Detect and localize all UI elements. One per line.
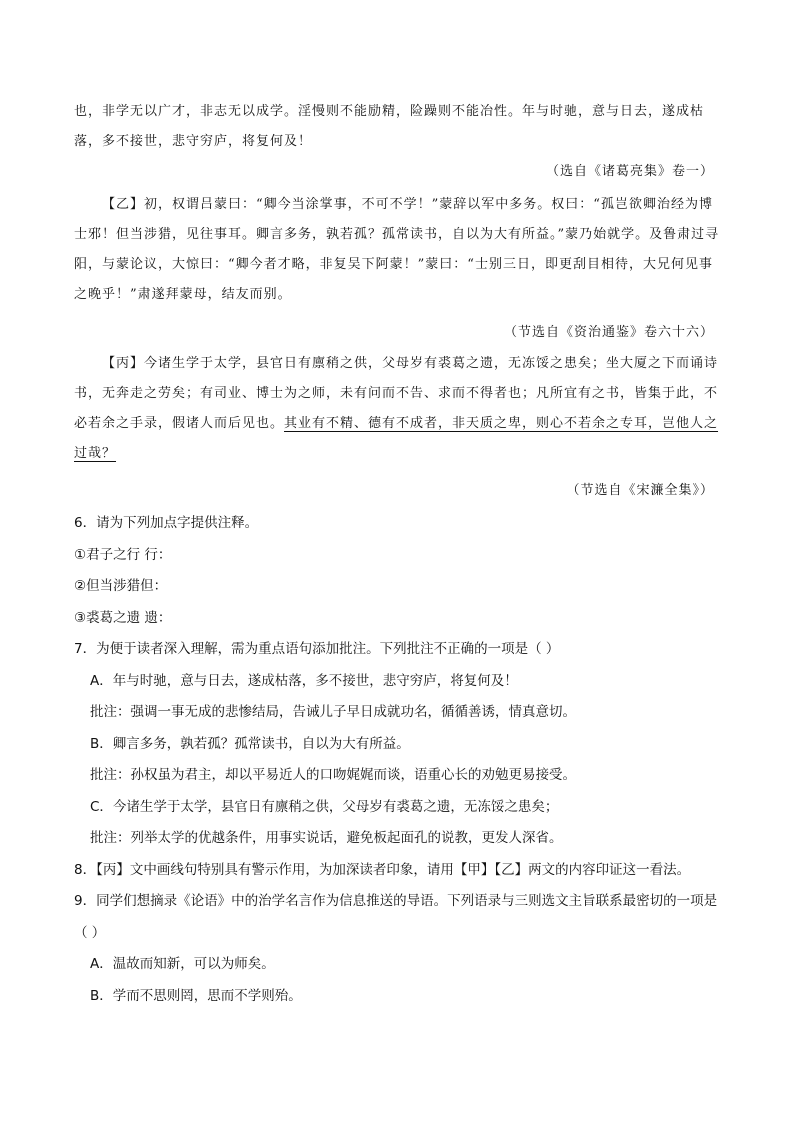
passage-jia-continuation: [74, 97, 724, 157]
question-7-option-c: C．今诸生学于太学，县官日有廪稍之供，父母岁有裘葛之遗，无冻馁之患矣；: [90, 798, 559, 815]
question-7-option-c-note: 批注：列举太学的优越条件，用事实说话，避免板起面孔的说教，更发人深省。: [90, 830, 563, 846]
questions-section: [74, 508, 724, 1012]
question-6-item-3: ③裘葛之遗 遗：: [74, 609, 172, 626]
passage-bing-text: 【丙】今诸生学于太学，县官日有廪稍之供，父母岁有裘葛之遗，无冻馁之患矣；坐大厦之下而诵诗书，无奔走之劳矣；有司业、博士为之师，未有问而不告、求而不得者也；凡所宜有之书，皆集于此，不必若余之手录，假诸人而后见也。: [74, 356, 719, 431]
question-7-stem: 7．为便于读者深入理解，需为重点语句添加批注。下列批注不正确的一项是（ ）: [74, 641, 560, 657]
question-7-option-b-note: 批注：孙权虽为君主，却以平易近人的口吻娓娓而谈，语重心长的劝勉更易接受。: [90, 767, 576, 783]
passage-bing-underlined-sentence: 其业有不精、德有不成者，非天质之卑，则心不若余之专耳，岂他人之过哉？: [74, 416, 719, 461]
source-bing: （节选自《宋濂全集》）: [566, 483, 714, 498]
question-7-option-b: B．卿言多务，孰若孤？孤常读书，自以为大有所益。: [90, 735, 410, 752]
question-9-option-a: A．温故而知新，可以为师矣。: [90, 956, 275, 972]
question-7-option-a: A．年与时驰，意与日去，遂成枯落，多不接世，悲守穷庐，将复何及！: [90, 672, 518, 689]
question-6-stem: 6．请为下列加点字提供注释。: [74, 515, 259, 531]
question-6-item-1: ①君子之行 行：: [74, 546, 172, 563]
question-9-option-b: B．学而不思则罔，思而不学则殆。: [90, 987, 302, 1004]
passage-yi: 【乙】初，权谓吕蒙曰：“卿今当涂掌事，不可不学！”蒙辞以军中多务。权曰：“孤岂欲卿治经为博士邪！但当涉猎，见往事耳。卿言多务，孰若孤？孤常读书，自以为大有所益。”蒙乃始就学。及鲁肃过寻阳，与蒙论议，大惊曰：“卿今者才略，非复吴下阿蒙！”蒙曰：“士别三日，即更刮目相待，大兄何见事之晚乎！”肃遂拜蒙母，结友而别。: [74, 197, 720, 302]
question-7-option-a-note: 批注：强调一事无成的悲惨结局，告诫儿子早日成就功名，循循善诱，情真意切。: [90, 704, 576, 720]
question-8-stem: 8．【丙】文中画线句特别具有警示作用，为加深读者印象，请用【甲】【乙】两文的内容印证这一看法。: [74, 861, 691, 878]
question-9-stem: 9．同学们想摘录《论语》中的治学名言作为信息推送的导语。下列语录与三则选文主旨联系最密切的一项是（ ）: [74, 893, 718, 941]
passage-jia-text: 也，非学无以广才，非志无以成学。淫慢则不能励精，险躁则不能冶性。年与时驰，意与日去，遂成枯落，多不接世，悲守穷庐，将复何及！: [74, 104, 705, 149]
source-jia: （选自《诸葛亮集》卷一）: [545, 164, 714, 179]
question-6-item-2: ②但当涉猎但：: [74, 578, 168, 594]
passage-bing: [74, 349, 724, 469]
source-yi: （节选自《资治通鉴》卷六十六）: [503, 325, 714, 340]
